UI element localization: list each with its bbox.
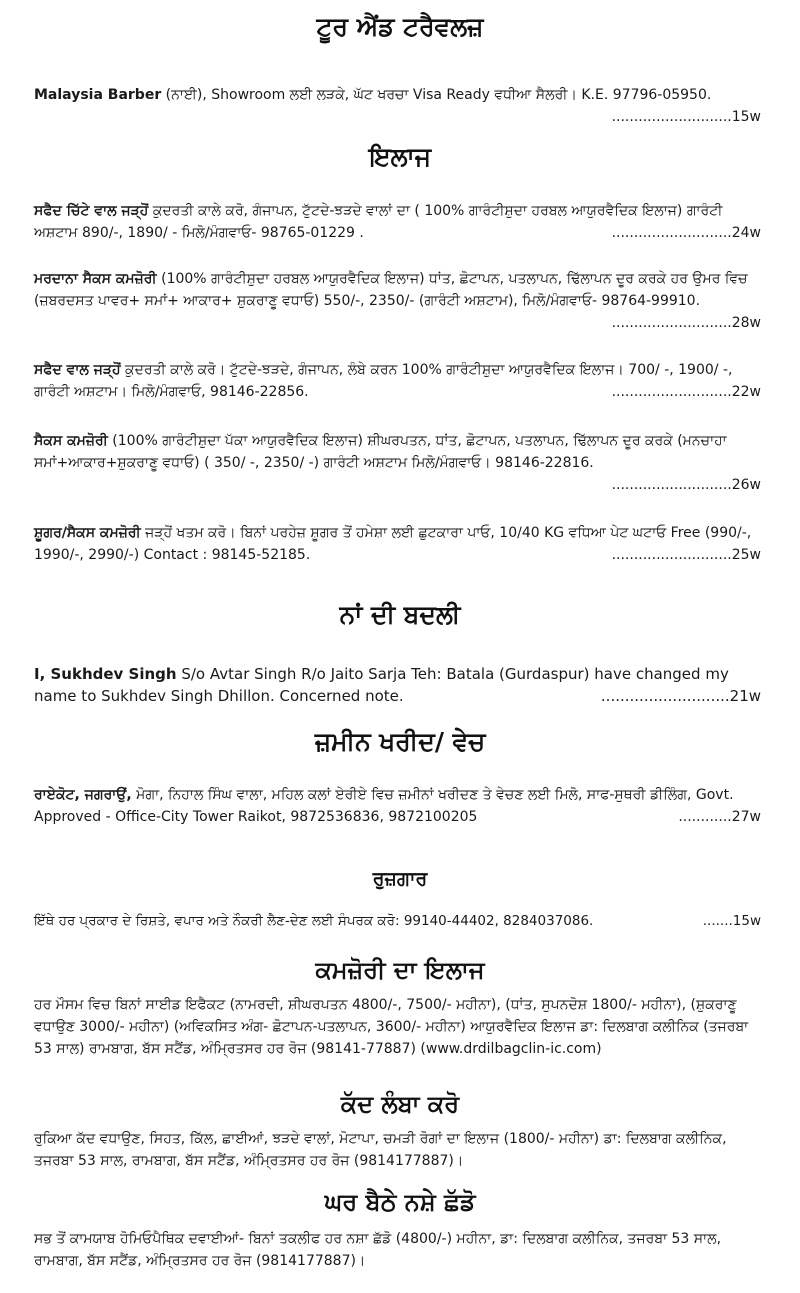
ad-lead: ਸੈਕਸ ਕਮਜ਼ੋਰੀ bbox=[34, 433, 108, 449]
section-heading-weakness: ਕਮਜ਼ੋਰੀ ਦਾ ਇਲਾਜ bbox=[315, 956, 485, 984]
section-heading-height: ਕੱਦ ਲੰਬਾ ਕਰੋ bbox=[340, 1090, 460, 1118]
ad-white-hair-2 bbox=[34, 359, 761, 403]
ad-text: ਕੁਦਰਤੀ ਕਾਲੇ ਕਰੋ, ਗੰਜਾਪਨ, ਟੁੱਟਦੇ-ਝੜਦੇ ਵਾਲਾਂ ਦਾ ( 100% ਗਾਰੰਟੀਸ਼ੁਦਾ ਹਰਬਲ ਆਯੁਰਵੈਦਿਕ ਇਲਾਜ) ਗਾਰੰਟੀ ਅਸ਼ਟਾਮ 890/-, 1890/ - ਮਿਲੋ/ਮੰਗਵਾਓ- 98765-01229 . bbox=[34, 203, 723, 241]
ad-white-hair bbox=[34, 200, 761, 244]
section-heading-land: ਜ਼ਮੀਨ ਖਰੀਦ/ ਵੇਚ bbox=[314, 727, 486, 756]
ad-code: ...........................26w bbox=[611, 477, 761, 493]
ad-employment bbox=[34, 910, 761, 932]
ad-code: ...........................21w bbox=[600, 687, 761, 705]
ad-code: .......15w bbox=[702, 913, 761, 929]
ad-lead: I, Sukhdev Singh bbox=[34, 665, 177, 683]
section-heading-addiction: ਘਰ ਬੈਠੇ ਨਸ਼ੇ ਛੱਡੋ bbox=[324, 1188, 476, 1216]
ad-lead: Malaysia Barber bbox=[34, 87, 162, 103]
section-heading-name-change: ਨਾਂ ਦੀ ਬਦਲੀ bbox=[339, 600, 461, 629]
ad-code: ...........................25w bbox=[611, 547, 761, 563]
ad-lead: ਸਫੈਦ ਚਿੱਟੇ ਵਾਲ ਜੜ੍ਹੋਂ bbox=[34, 203, 149, 219]
ad-text: ਜੜ੍ਹੋਂ ਖਤਮ ਕਰੋ। ਬਿਨਾਂ ਪਰਹੇਜ਼ ਸ਼ੂਗਰ ਤੋਂ ਹਮੇਸ਼ਾ ਲਈ ਛੁਟਕਾਰਾ ਪਾਓ, 10/40 KG ਵਧਿਆ ਪੇਟ ਘਟਾਓ Free (990/-, 1990/-, 2990/-) Contact : 98145-52185. bbox=[34, 525, 752, 563]
ad-addiction bbox=[34, 1228, 761, 1272]
ad-text: ਸਭ ਤੋਂ ਕਾਮਯਾਬ ਹੋਮਿਓਪੈਥਿਕ ਦਵਾਈਆਂ- ਬਿਨਾਂ ਤਕਲੀਫ ਹਰ ਨਸ਼ਾ ਛੱਡੋ (4800/-) ਮਹੀਨਾ, ਡਾ: ਦਿਲਬਾਗ ਕਲੀਨਿਕ, ਤਜਰਬਾ 53 ਸਾਲ, ਰਾਮਬਾਗ, ਬੱਸ ਸਟੈਂਡ, ਅੰਮ੍ਰਿਤਸਰ ਹਰ ਰੋਜ (9814177887)। bbox=[34, 1231, 722, 1269]
section-heading-tour: ਟੂਰ ਐਂਡ ਟਰੈਵਲਜ਼ bbox=[316, 12, 484, 41]
section-heading-treatment: ਇਲਾਜ bbox=[368, 142, 432, 171]
ad-code: ...........................22w bbox=[611, 384, 761, 400]
ad-code: ............27w bbox=[678, 809, 761, 825]
ad-male-weakness bbox=[34, 268, 761, 334]
ad-lead: ਸਫੈਦ ਵਾਲ ਜੜ੍ਹੋਂ bbox=[34, 362, 121, 378]
ad-text: (100% ਗਾਰੰਟੀਸ਼ੁਦਾ ਹਰਬਲ ਆਯੁਰਵੈਦਿਕ ਇਲਾਜ) ਧਾਂਤ, ਛੋਟਾਪਨ, ਪਤਲਾਪਨ, ਢਿੱਲਾਪਨ ਦੂਰ ਕਰਕੇ ਹਰ ਉਮਰ ਵਿਚ (ਜ਼ਬਰਦਸਤ ਪਾਵਰ+ ਸਮਾਂ+ ਆਕਾਰ+ ਸ਼ੁਕਰਾਣੂ ਵਧਾਓ) 550/-, 2350/- (ਗਾਰੰਟੀ ਅਸ਼ਟਾਮ), ਮਿਲੋ/ਮੰਗਵਾਓ- 98764-99910. bbox=[34, 271, 748, 309]
ad-code: ...........................15w bbox=[611, 109, 761, 125]
ad-code: ...........................24w bbox=[611, 225, 761, 241]
ad-text: ਮੋਗਾ, ਨਿਹਾਲ ਸਿੰਘ ਵਾਲਾ, ਮਹਿਲ ਕਲਾਂ ਏਰੀਏ ਵਿਚ ਜ਼ਮੀਨਾਂ ਖਰੀਦਣ ਤੇ ਵੇਚਣ ਲਈ ਮਿਲੋ, ਸਾਫ-ਸੁਥਰੀ ਡੀਲਿੰਗ, Govt. Approved - Office-City Tower Raikot, 9872536836, 9872100205 bbox=[34, 787, 734, 825]
ad-code: ...........................28w bbox=[611, 315, 761, 331]
ad-malaysia-barber bbox=[34, 84, 761, 128]
ad-land bbox=[34, 784, 761, 828]
ad-lead: ਰਾਏਕੋਟ, ਜਗਰਾਉਂ, bbox=[34, 787, 132, 803]
ad-lead: ਮਰਦਾਨਾ ਸੈਕਸ ਕਮਜ਼ੋਰੀ bbox=[34, 271, 157, 287]
ad-height bbox=[34, 1128, 761, 1172]
ad-sugar bbox=[34, 522, 761, 566]
ad-text: (ਨਾਈ), Showroom ਲਈ ਲੜਕੇ, ਘੱਟ ਖਰਚਾ Visa Ready ਵਧੀਆ ਸੈਲਰੀ। K.E. 97796-05950. bbox=[161, 87, 712, 103]
ad-text: (100% ਗਾਰੰਟੀਸ਼ੁਦਾ ਪੱਕਾ ਆਯੁਰਵੈਦਿਕ ਇਲਾਜ) ਸ਼ੀਘਰਪਤਨ, ਧਾਂਤ, ਛੋਟਾਪਨ, ਪਤਲਾਪਨ, ਢਿੱਲਾਪਨ ਦੂਰ ਕਰਕੇ (ਮਨਚਾਹਾ ਸਮਾਂ+ਆਕਾਰ+ਸ਼ੁਕਰਾਣੂ ਵਧਾਓ) ( 350/ -, 2350/ -) ਗਾਰੰਟੀ ਅਸ਼ਟਾਮ ਮਿਲੋ/ਮੰਗਵਾਓ। 98146-22816. bbox=[34, 433, 727, 471]
ad-name-change bbox=[34, 663, 761, 707]
ad-sex-weakness bbox=[34, 430, 761, 496]
ad-text: ਹਰ ਮੌਸਮ ਵਿਚ ਬਿਨਾਂ ਸਾਈਡ ਇਫੈਕਟ (ਨਾਮਰਦੀ, ਸ਼ੀਘਰਪਤਨ 4800/-, 7500/- ਮਹੀਨਾ), (ਧਾਂਤ, ਸੁਪਨਦੋਸ਼ 1800/- ਮਹੀਨਾ), (ਸ਼ੁਕਰਾਣੂ ਵਧਾਉਣ 3000/- ਮਹੀਨਾ) (ਅਵਿਕਸਿਤ ਅੰਗ- ਛੋਟਾਪਨ-ਪਤਲਾਪਨ, 3600/- ਮਹੀਨਾ) ਆਯੁਰਵੈਦਿਕ ਇਲਾਜ ਡਾ: ਦਿਲਬਾਗ ਕਲੀਨਿਕ (ਤਜਰਬਾ 53 ਸਾਲ) ਰਾਮਬਾਗ, ਬੱਸ ਸਟੈਂਡ, ਅੰਮ੍ਰਿਤਸਰ ਹਰ ਰੋਜ (98141-77887) (www.drdilbagclin-ic.com) bbox=[34, 997, 749, 1057]
section-heading-employment: ਰੁਜ਼ਗਾਰ bbox=[372, 868, 428, 890]
ad-weakness bbox=[34, 994, 761, 1060]
ad-text: ਰੁਕਿਆ ਕੱਦ ਵਧਾਉਣ, ਸਿਹਤ, ਕਿੱਲ, ਛਾਈਆਂ, ਝੜਦੇ ਵਾਲਾਂ, ਮੋਟਾਪਾ, ਚਮੜੀ ਰੋਗਾਂ ਦਾ ਇਲਾਜ (1800/- ਮਹੀਨਾ) ਡਾ: ਦਿਲਬਾਗ ਕਲੀਨਿਕ, ਤਜਰਬਾ 53 ਸਾਲ, ਰਾਮਬਾਗ, ਬੱਸ ਸਟੈਂਡ, ਅੰਮ੍ਰਿਤਸਰ ਹਰ ਰੋਜ (9814177887)। bbox=[34, 1131, 727, 1169]
ad-lead: ਸ਼ੂਗਰ/ਸੈਕਸ ਕਮਜ਼ੋਰੀ bbox=[34, 525, 141, 541]
ad-text: ਇੱਥੇ ਹਰ ਪ੍ਰਕਾਰ ਦੇ ਰਿਸ਼ਤੇ, ਵਪਾਰ ਅਤੇ ਨੌਕਰੀ ਲੈਣ-ਦੇਣ ਲਈ ਸੰਪਰਕ ਕਰੋ: 99140-44402, 8284037086. bbox=[34, 913, 594, 929]
ad-text: S/o Avtar Singh R/o Jaito Sarja Teh: Batala (Gurdaspur) have changed my name to Sukhdev Singh Dhillon. Concerned note. bbox=[34, 665, 729, 705]
ad-text: ਕੁਦਰਤੀ ਕਾਲੇ ਕਰੋ। ਟੁੱਟਦੇ-ਝੜਦੇ, ਗੰਜਾਪਨ, ਲੰਬੇ ਕਰਨ 100% ਗਾਰੰਟੀਸ਼ੁਦਾ ਆਯੁਰਵੈਦਿਕ ਇਲਾਜ। 700/ -, 1900/ -, ਗਾਰੰਟੀ ਅਸ਼ਟਾਮ। ਮਿਲੋ/ਮੰਗਵਾਓ, 98146-22856. bbox=[34, 362, 733, 400]
